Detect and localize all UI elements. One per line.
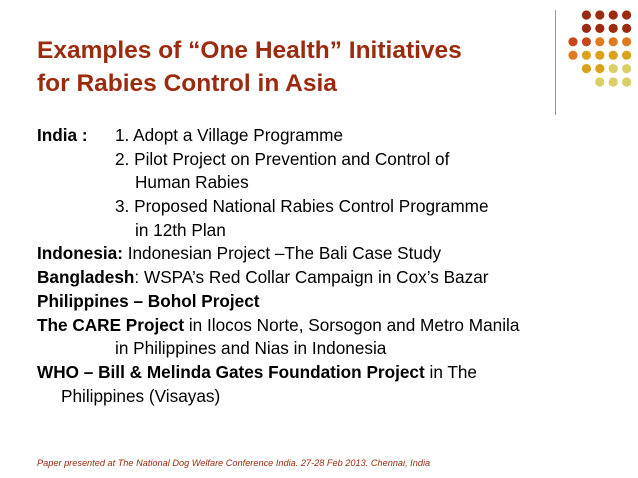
who-line-1: [37, 361, 627, 385]
who-text-1: in The: [424, 361, 477, 382]
decorative-dot: [609, 24, 618, 33]
decorative-dot: [582, 24, 591, 33]
decorative-dot: [582, 37, 591, 46]
decorative-dot: [582, 10, 591, 19]
decorative-dot: [622, 37, 631, 46]
decorative-dot: [609, 10, 618, 19]
decorative-dot: [622, 51, 631, 60]
decorative-dot: [595, 24, 604, 33]
decorative-dot: [622, 24, 631, 33]
decorative-dot: [595, 10, 604, 19]
india-item-2-line-2: Human Rabies: [135, 172, 249, 193]
decorative-dot: [609, 51, 618, 60]
india-label: India :: [37, 125, 88, 145]
title-line-2: for Rabies Control in Asia: [37, 70, 337, 97]
indonesia-label: Indonesia:: [37, 243, 123, 264]
who-line-2: Philippines (Visayas): [61, 385, 221, 406]
decorative-dot: [595, 51, 604, 60]
philippines-label: Philippines – Bohol Project: [37, 290, 260, 311]
decorative-dot: [568, 51, 577, 60]
bangladesh-label: Bangladesh: [37, 267, 135, 288]
decorative-dot: [582, 64, 591, 73]
care-text-1: in Ilocos Norte, Sorsogon and Metro Manila: [184, 314, 520, 335]
decorative-dot: [609, 37, 618, 46]
care-line-2: in Philippines and Nias in Indonesia: [115, 338, 387, 359]
care-line-1: [37, 314, 627, 338]
india-row: [37, 124, 627, 148]
footer-citation: Paper presented at The National Dog Welfare Conference India. 27-28 Feb 2013. Chennai, India: [37, 458, 431, 468]
care-label: The CARE Project: [37, 314, 185, 335]
india-item-1: 1. Adopt a Village Programme: [115, 125, 344, 145]
decorative-dot: [595, 37, 604, 46]
decorative-dot: [622, 10, 631, 19]
title-line-1: Examples of “One Health” Initiatives: [37, 37, 462, 64]
decorative-dot: [622, 64, 631, 73]
decorative-dot: [609, 77, 618, 86]
indonesia-line: [37, 242, 627, 266]
bangladesh-line: [37, 266, 627, 290]
india-item-2-line-1: 2. Pilot Project on Prevention and Control of: [115, 148, 450, 169]
india-item-3-line-1: 3. Proposed National Rabies Control Programme: [115, 196, 489, 217]
bangladesh-text: : WSPA’s Red Collar Campaign in Cox’s Bazar: [134, 267, 489, 288]
indonesia-text: Indonesian Project –The Bali Case Study: [122, 243, 442, 264]
who-label: WHO – Bill & Melinda Gates Foundation Project: [37, 361, 425, 382]
decorative-dot: [595, 64, 604, 73]
decorative-dot: [595, 77, 604, 86]
slide-body: [37, 124, 627, 408]
india-item-3-line-2: in 12th Plan: [135, 219, 226, 240]
slide-title: [37, 34, 557, 100]
decorative-dot: [568, 37, 577, 46]
decorative-dot: [582, 51, 591, 60]
decorative-dot: [609, 64, 618, 73]
decorative-dot: [622, 77, 631, 86]
philippines-line: [37, 290, 627, 314]
